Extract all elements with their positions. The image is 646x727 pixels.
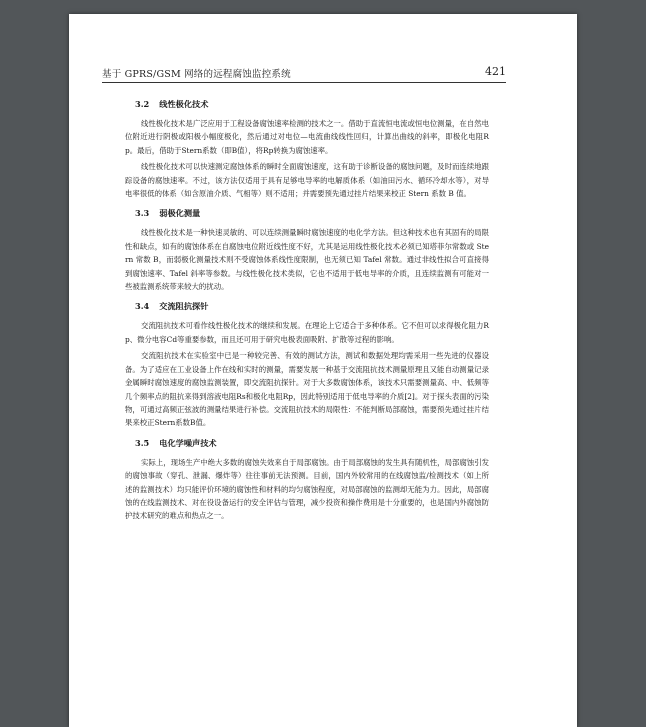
- section-title: 交流阻抗探针: [159, 301, 209, 312]
- paragraph: 线性极化技术是广泛应用于工程设备腐蚀速率检测的技术之一。借助于直流恒电流或恒电位测量，在自然电位附近进行阴极或阳极小幅度极化，然后通过对电位—电流曲线线性回归，计算出曲线的斜率，即极化电阻Rp。最后，借助于Stern系数（即B值），将Rp转换为腐蚀速率。: [125, 119, 489, 155]
- paragraph: 线性极化技术可以快速测定腐蚀体系的瞬时全面腐蚀速度，这有助于诊断设备的腐蚀问题，及时而连续地跟踪设备的腐蚀速率。不过，该方法仅适用于具有足够电导率的电解质体系（如油田污水、循环冷却水等），对导电率很低的体系（如含原油介质、气相等）则不适用；并需要预先通过挂片结果来校正 Stern 系数 B 值。: [125, 162, 489, 199]
- section-heading: [125, 207, 489, 220]
- section-heading: [125, 300, 489, 313]
- section-title: 电化学噪声技术: [159, 437, 217, 448]
- header-rule: [102, 82, 506, 83]
- section-title: 线性极化技术: [159, 99, 209, 109]
- section-number: 3.2: [135, 99, 150, 109]
- page-number: 421: [485, 65, 506, 78]
- section-heading: [125, 437, 489, 450]
- header-title: 基于 GPRS/GSM 网络的远程腐蚀监控系统: [102, 69, 291, 80]
- paragraph: 实际上，现场生产中绝大多数的腐蚀失效来自于局部腐蚀。由于局部腐蚀的发生具有随机性，局部腐蚀引发的腐蚀事故（穿孔、泄漏、爆炸等）往往事前无法预测。目前，国内外较常用的在线腐蚀监/检测技术（如上所述的监测技术）均只能评价环境的腐蚀性和材料的均匀腐蚀程度，对局部腐蚀的监测却无能为力。因此，局部腐蚀的在线监测技术、对在役设备运行的安全评估与管理，减少投资和操作费用是十分重要的，也是国内外腐蚀防护技术研究的难点和热点之一。: [125, 457, 489, 521]
- page-body: [125, 98, 489, 526]
- section-number: 3.5: [135, 437, 150, 448]
- section-number: 3.3: [135, 208, 150, 219]
- section-title: 弱极化测量: [159, 208, 201, 219]
- section-heading: [125, 98, 489, 111]
- paragraph: 交流阻抗技术可看作线性极化技术的继续和发展。在理论上它适合于多种体系。它不但可以求得极化阻力Rp、微分电容Cd等重要参数，而且还可用于研究电极表面吸附、扩散等过程的影响。: [125, 321, 489, 344]
- paragraph: 交流阻抗技术在实验室中已是一种较完善、有效的测试方法，测试和数据处理均需采用一些先进的仪器设备。为了适应在工业设备上作在线和实时的测量，需要发展一种基于交流阻抗技术测量原理且又能自动测量记录金属瞬时腐蚀速度的腐蚀监测装置，即交流阻抗探针。对于大多数腐蚀体系，该技术只需要测量高、中、低频等几个频率点的阻抗来得到溶液电阻Rs和极化电阻Rp，因此特别适用于低电导率的介质[2]。对于探头表面的污染物，可通过高频正弦波的测量结果进行补偿。交流阻抗技术的局限性：不能判断局部腐蚀，需要预先通过挂片结果来校正Stern系数B值。: [125, 351, 489, 428]
- running-header: [102, 66, 506, 82]
- paragraph: 线性极化技术是一种快速灵敏的、可以连续测量瞬时腐蚀速度的电化学方法。但这种技术也有其固有的局限性和缺点，如有的腐蚀体系在自腐蚀电位附近线性度不好，尤其是运用线性极化技术必须已知塔菲尔常数或 Stern 常数 B，而弱极化测量技术则不受腐蚀体系线性度限制，也无须已知 Tafel 常数。通过非线性拟合可直接得到腐蚀速率、Tafel 斜率等参数。与线性极化技术类似，它也不适用于低电导率的介质，且连续监测有可能对一些被监测系统带来较大的扰动。: [125, 228, 489, 292]
- section-number: 3.4: [135, 301, 150, 312]
